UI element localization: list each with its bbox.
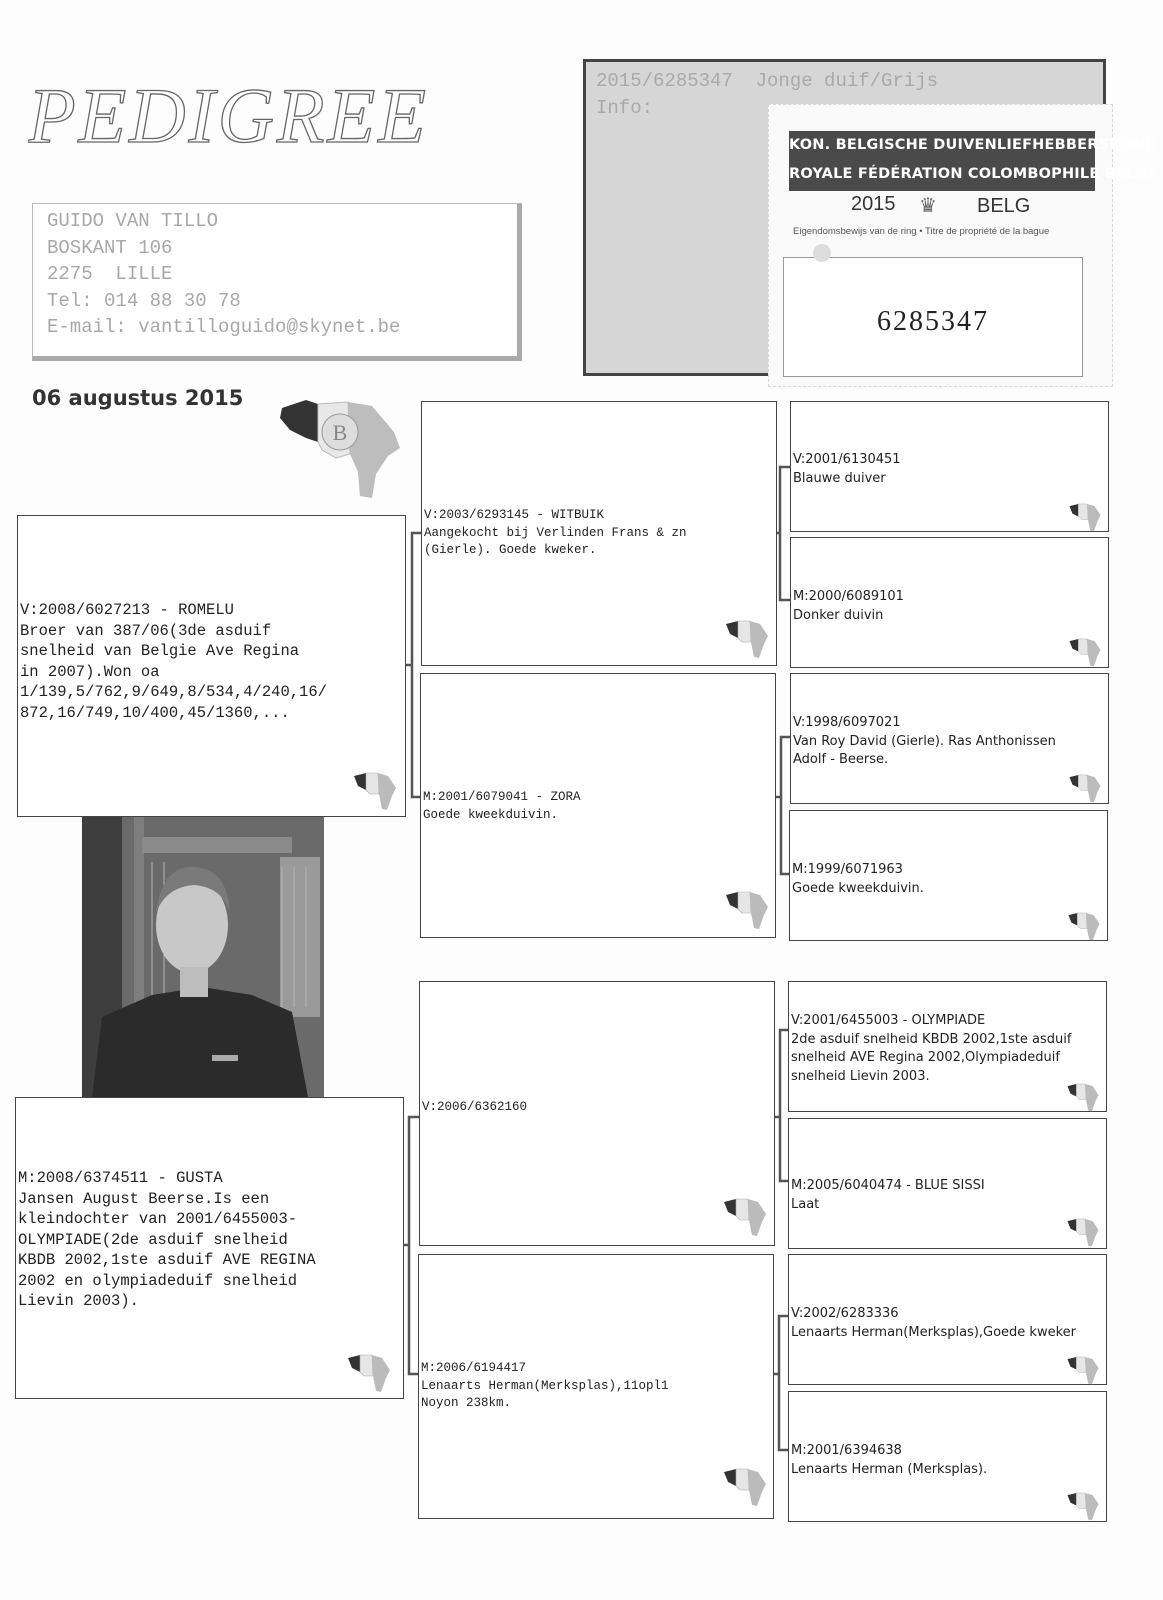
great-grandparent-fmm-id: M:1999/6071963: [792, 862, 903, 877]
crown-icon: ♛: [919, 195, 937, 217]
belgium-map-icon: [1068, 501, 1102, 535]
great-grandparent-fff-id: V:2001/6130451: [793, 452, 901, 467]
pedigree-title-text: PEDIGREE: [28, 72, 429, 159]
ring-card-number: 6285347: [783, 257, 1083, 377]
great-grandparent-mff-text: 2de asduif snelheid KBDB 2002,1ste asduif snelheid AVE Regina 2002,Olympiadeduif snelheid Lievin 2003.: [791, 1031, 1072, 1084]
ring-card-country: BELG: [977, 195, 1031, 217]
belgium-map-icon: [1066, 1081, 1100, 1115]
belgium-map-icon: [722, 1468, 768, 1508]
belgium-map-icon: [724, 891, 770, 931]
great-grandparent-fmf-id: V:1998/6097021: [793, 715, 901, 730]
breeder-street: BOSKANT 106: [47, 236, 173, 259]
great-grandparent-mmm-card: [788, 1391, 1107, 1522]
great-grandparent-fmf-card: [790, 673, 1109, 804]
ring-ownership-card: [768, 104, 1158, 387]
breeder-address-box: [32, 203, 522, 361]
grandparent-mm-text: Lenaarts Herman(Merksplas),11opl1 Noyon 238km.: [421, 1378, 669, 1410]
great-grandparent-fmf-text: Van Roy David (Gierle). Ras Anthonissen Adolf - Beerse.: [793, 733, 1056, 767]
great-grandparent-ffm-card: [790, 537, 1109, 668]
great-grandparent-mff-id: V:2001/6455003 - OLYMPIADE: [791, 1013, 986, 1028]
belgium-map-logo-icon: [276, 398, 406, 500]
ring-card-subtitle: Eigendomsbewijs van de ring • Titre de propriété de la bague: [793, 226, 1050, 237]
grandparent-ff-id: V:2003/6293145 - WITBUIK: [424, 508, 605, 522]
great-grandparent-mmf-text: Lenaarts Herman(Merksplas),Goede kweker: [791, 1324, 1077, 1340]
info-label: Info:: [596, 97, 654, 119]
mother-text: Jansen August Beerse.Is een kleindochter van 2001/6455003- OLYMPIADE(2de asduif snelheid KBDB 2002,1ste asduif AVE REGINA 2002 en olympiadeduif snelheid Lievin 2003).: [18, 1189, 316, 1310]
great-grandparent-mfm-id: M:2005/6040474 - BLUE SISSI: [791, 1178, 985, 1193]
breeder-name: GUIDO VAN TILLO: [47, 210, 219, 232]
great-grandparent-mfm-text: Laat: [791, 1196, 820, 1212]
father-text: Broer van 387/06(3de asduif snelheid van Belgie Ave Regina in 2007).Won oa 1/139,5/762,9/649,8/534,4/240,16/ 872,16/749,10/400,45/1360,...: [20, 621, 327, 722]
belgium-map-icon: [722, 1198, 768, 1238]
grandparent-fm-card: [420, 673, 776, 938]
ring-card-year: 2015: [851, 193, 896, 215]
grandparent-fm-id: M:2001/6079041 - ZORA: [423, 790, 581, 804]
ring-card-line2: ROYALE FÉDÉRATION COLOMBOPHILE BELGE: [789, 166, 1158, 182]
pigeon-ring-line: 2015/6285347 Jonge duif/Grijs: [596, 70, 939, 92]
breeder-phone: Tel: 014 88 30 78: [47, 289, 241, 312]
belgium-map-icon: [1066, 1354, 1100, 1388]
grandparent-fm-text: Goede kweekduivin.: [423, 807, 559, 822]
belgium-map-icon: [1066, 1216, 1100, 1250]
father-card: [17, 515, 406, 817]
belgium-map-icon: [1068, 636, 1102, 670]
belgium-map-icon: [1067, 910, 1101, 944]
great-grandparent-ffm-text: Donker duivin: [793, 607, 884, 623]
great-grandparent-mmf-id: V:2002/6283336: [791, 1306, 899, 1321]
great-grandparent-fff-card: [790, 401, 1109, 532]
belgium-map-icon: [346, 1354, 392, 1394]
pedigree-title: [28, 70, 548, 180]
grandparent-mm-id: M:2006/6194417: [421, 1361, 527, 1375]
grandparent-mf-id: V:2006/6362160: [422, 1100, 528, 1114]
grandparent-ff-text: Aangekocht bij Verlinden Frans & zn (Gierle). Goede kweker.: [424, 525, 687, 557]
great-grandparent-mfm-card: [788, 1118, 1107, 1249]
ring-card-header: [789, 131, 1158, 191]
svg-text:B: B: [332, 420, 348, 445]
breeder-photo: [82, 817, 324, 1097]
father-id: V:2008/6027213 - ROMELU: [20, 601, 234, 619]
great-grandparent-mmf-card: [788, 1254, 1107, 1385]
belgium-map-icon: [724, 620, 770, 660]
great-grandparent-mmm-id: M:2001/6394638: [791, 1443, 902, 1458]
mother-id: M:2008/6374511 - GUSTA: [18, 1169, 223, 1187]
great-grandparent-fff-text: Blauwe duiver: [793, 470, 886, 486]
belgium-map-icon: [1066, 1490, 1100, 1524]
great-grandparent-mff-card: [788, 981, 1107, 1112]
belgium-map-icon: [352, 772, 398, 812]
great-grandparent-ffm-id: M:2000/6089101: [793, 589, 904, 604]
belgium-map-icon: [1068, 772, 1102, 806]
ring-card-hole: [813, 244, 831, 262]
grandparent-mm-card: [418, 1254, 774, 1519]
great-grandparent-mmm-text: Lenaarts Herman (Merksplas).: [791, 1461, 988, 1477]
great-grandparent-fmm-text: Goede kweekduivin.: [792, 880, 924, 896]
ring-card-line1: KON. BELGISCHE DUIVENLIEFHEBBERSBOND: [789, 137, 1158, 153]
breeder-city: 2275 LILLE: [47, 263, 173, 285]
breeder-email: E-mail: vantilloguido@skynet.be: [47, 316, 401, 338]
great-grandparent-fmm-card: [789, 810, 1108, 941]
pedigree-date: 06 augustus 2015: [32, 386, 244, 410]
